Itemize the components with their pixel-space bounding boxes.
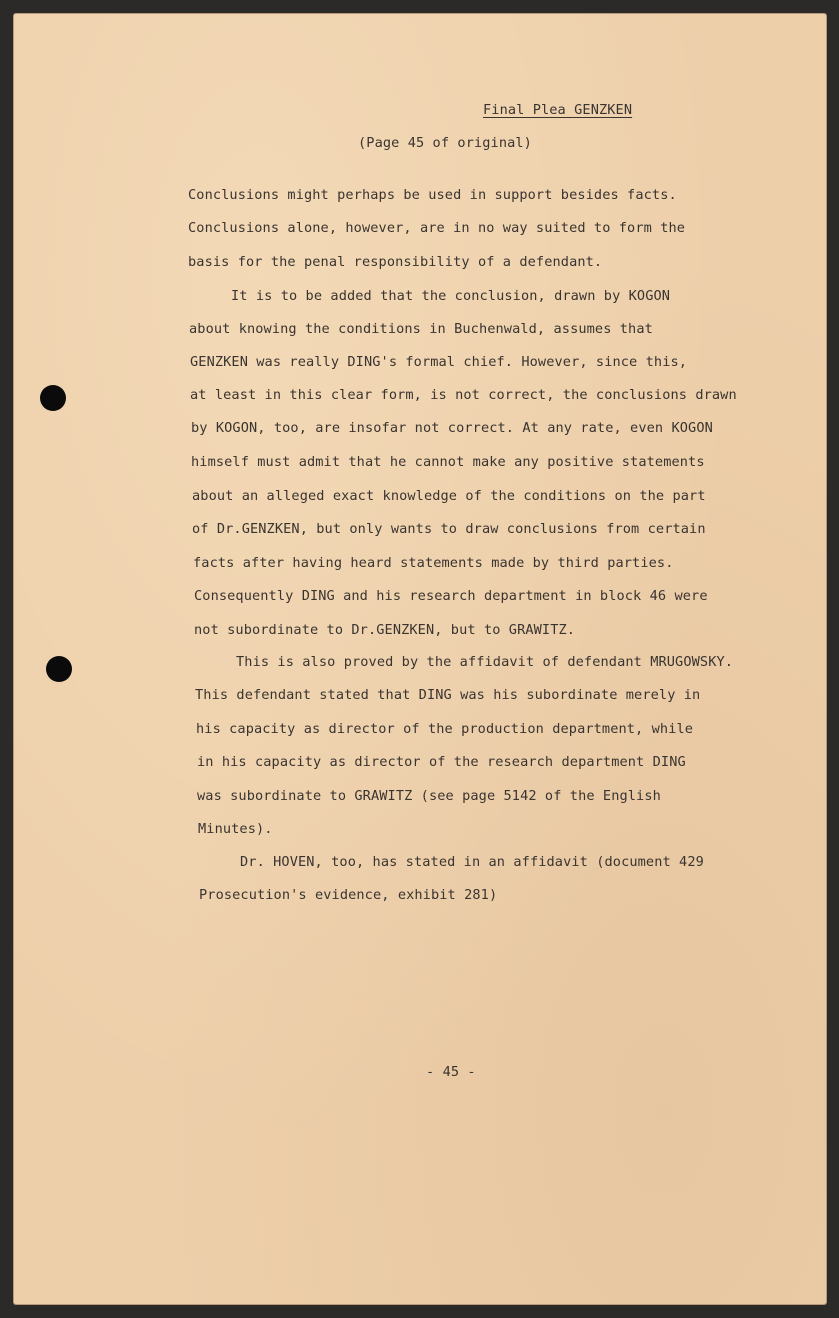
text-line: about knowing the conditions in Buchenwald, assumes that — [189, 321, 653, 337]
text-line: by KOGON, too, are insofar not correct. At any rate, even KOGON — [191, 420, 713, 436]
text-line: It is to be added that the conclusion, drawn by KOGON — [231, 288, 671, 304]
text-line: basis for the penal responsibility of a defendant. — [188, 254, 603, 270]
text-line: Prosecution's evidence, exhibit 281) — [199, 887, 498, 903]
text-line: not subordinate to Dr.GENZKEN, but to GRAWITZ. — [194, 622, 576, 638]
text-line: This is also proved by the affidavit of defendant MRUGOWSKY. — [236, 654, 734, 670]
document-page — [14, 14, 826, 1304]
text-line: Conclusions might perhaps be used in support besides facts. — [188, 187, 677, 203]
punch-hole-upper — [40, 385, 66, 411]
text-line: Dr. HOVEN, too, has stated in an affidavit (document 429 — [240, 854, 704, 870]
punch-hole-lower — [46, 656, 72, 682]
page-number: - 45 - — [426, 1064, 476, 1080]
text-line: facts after having heard statements made by third parties. — [193, 555, 674, 571]
text-line: Consequently DING and his research department in block 46 were — [194, 588, 708, 604]
text-line: about an alleged exact knowledge of the conditions on the part — [192, 488, 706, 504]
text-line: at least in this clear form, is not correct, the conclusions drawn — [190, 387, 737, 403]
text-line: Minutes). — [198, 821, 273, 837]
text-line: This defendant stated that DING was his subordinate merely in — [195, 687, 701, 703]
text-line: himself must admit that he cannot make any positive statements — [191, 454, 705, 470]
page-note: (Page 45 of original) — [358, 135, 532, 151]
text-line: Conclusions alone, however, are in no way suited to form the — [188, 220, 686, 236]
text-line: in his capacity as director of the research department DING — [197, 754, 686, 770]
text-line: was subordinate to GRAWITZ (see page 5142 of the English — [197, 788, 661, 804]
document-header: Final Plea GENZKEN — [483, 102, 633, 118]
text-line: his capacity as director of the production department, while — [196, 721, 694, 737]
text-line: GENZKEN was really DING's formal chief. However, since this, — [190, 354, 688, 370]
text-line: of Dr.GENZKEN, but only wants to draw conclusions from certain — [192, 521, 706, 537]
